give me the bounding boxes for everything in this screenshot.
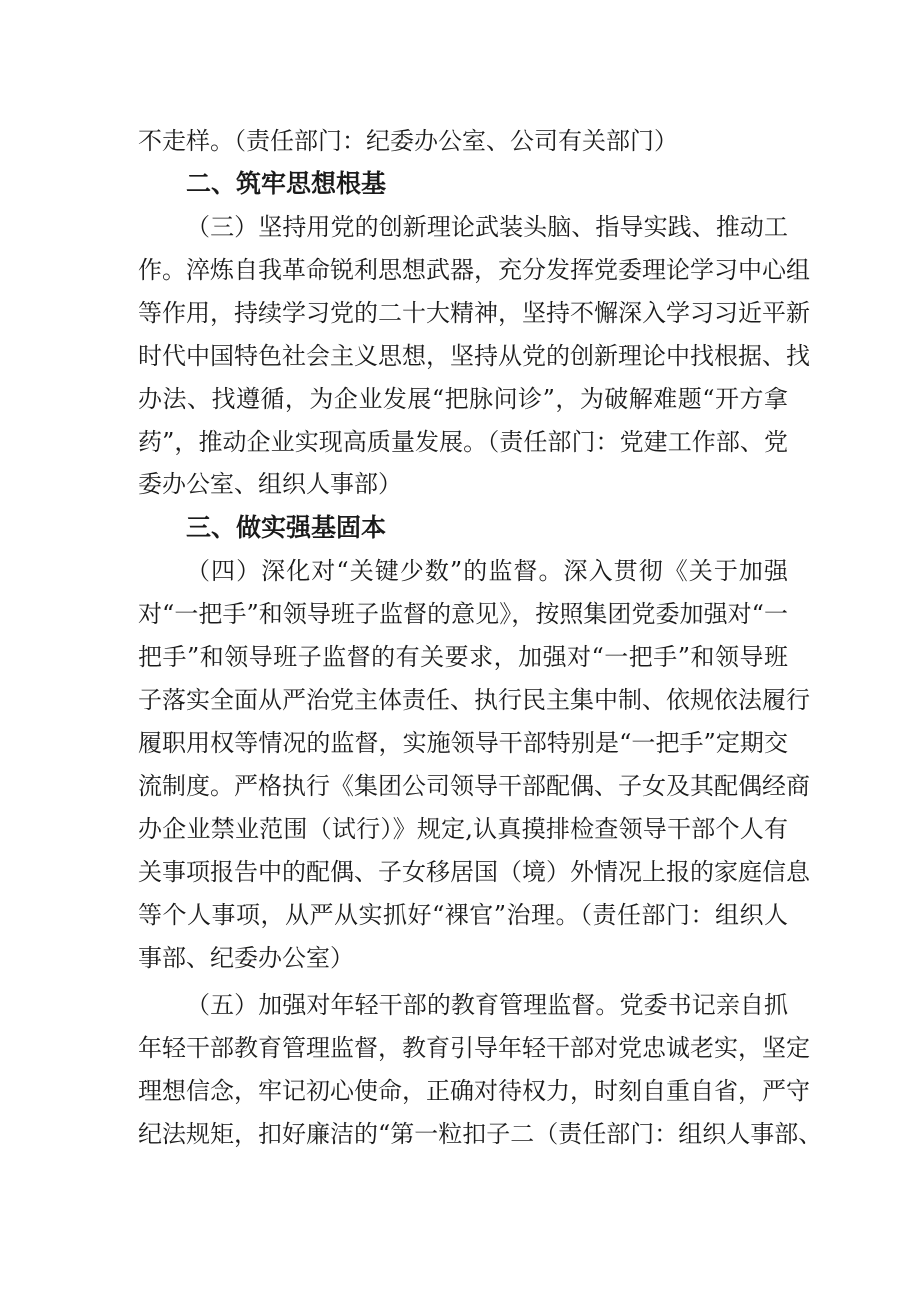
text-line: 事部、纪委办公室） (138, 944, 354, 972)
text-line: 年轻干部教育管理监督，教育引导年轻干部对党忠诚老实，坚定 (138, 1034, 810, 1062)
text-line: 子落实全面从严治党主体责任、执行民主集中制、依规依法履行 (138, 686, 810, 714)
text-line: 履职用权等情况的监督，实施领导干部特别是“一把手”定期交 (138, 729, 788, 757)
text-line: 等作用，持续学习党的二十大精神，坚持不懈深入学习习近平新 (138, 299, 810, 327)
paragraph-first-line: （五）加强对年轻干部的教育管理监督。党委书记亲自抓 (186, 991, 788, 1019)
text-line: 时代中国特色社会主义思想，坚持从党的创新理论中找根据、找 (138, 342, 810, 370)
text-line: 作。淬炼自我革命锐利思想武器，充分发挥党委理论学习中心组 (138, 256, 810, 284)
text-line: 纪法规矩，扣好廉洁的“第一粒扣子二（责任部门：组织人事部、 (138, 1120, 823, 1148)
section-heading: 三、做实强基固本 (186, 513, 387, 542)
text-line: 委办公室、组织人事部） (138, 470, 402, 498)
text-line: 把手”和领导班子监督的有关要求，加强对“一把手”和领导班 (138, 643, 788, 671)
text-line: 流制度。严格执行《集团公司领导干部配偶、子女及其配偶经商 (138, 772, 810, 800)
text-line: 对“一把手”和领导班子监督的意见》，按照集团党委加强对“一 (138, 600, 788, 628)
text-line: 办法、找遵循，为企业发展“把脉问诊”，为破解难题“开方拿 (138, 385, 788, 413)
text-line: 理想信念，牢记初心使命，正确对待权力，时刻自重自省，严守 (138, 1077, 810, 1105)
text-line: 不走样。（责任部门：纪委办公室、公司有关部门） (138, 127, 678, 155)
paragraph-first-line: （四）深化对“关键少数”的监督。深入贯彻《关于加强 (186, 557, 788, 585)
text-line: 等个人事项，从严从实抓好“裸官”治理。（责任部门：组织人 (138, 901, 788, 929)
text-line: 关事项报告中的配偶、子女移居国（境）外情况上报的家庭信息 (138, 858, 810, 886)
text-line: 药”，推动企业实现高质量发展。（责任部门：党建工作部、党 (138, 428, 788, 456)
section-heading: 二、筑牢思想根基 (186, 169, 387, 198)
paragraph-first-line: （三）坚持用党的创新理论武装头脑、指导实践、推动工 (186, 213, 788, 241)
text-line: 办企业禁业范围（试行）》规定,认真摸排检查领导干部个人有 (138, 815, 788, 843)
